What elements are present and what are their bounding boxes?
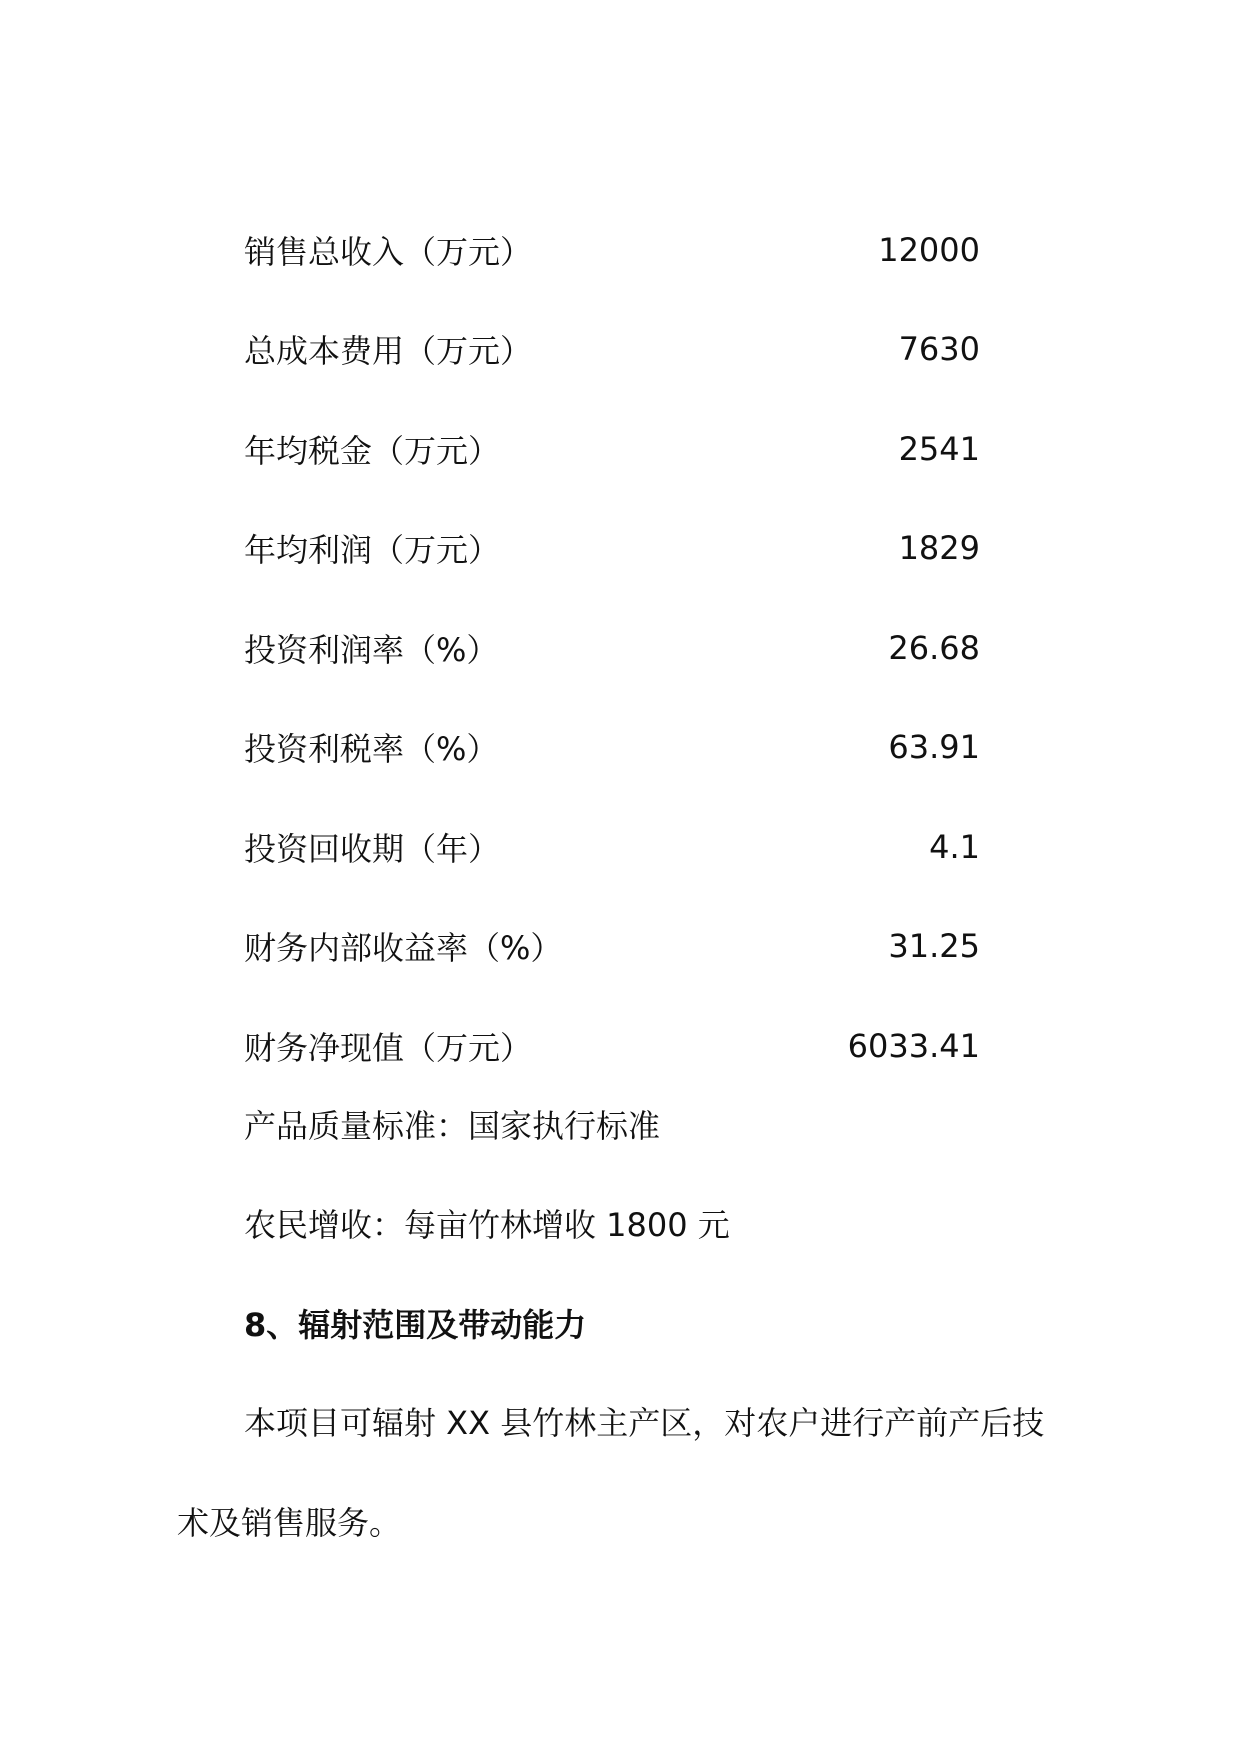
metric-row-npv: [244, 996, 980, 1096]
metric-value: 12000: [878, 230, 980, 269]
metric-value: 4.1: [929, 827, 980, 866]
metric-row-investment-profit-tax-rate: [244, 698, 980, 798]
metric-value: 63.91: [888, 728, 980, 767]
metric-label: 投资回收期（年）: [244, 829, 501, 868]
metric-value: 26.68: [888, 628, 980, 667]
section-heading: 8、辐射范围及带动能力: [244, 1306, 587, 1344]
metric-row-annual-profit: [244, 499, 980, 599]
metric-value: 6033.41: [847, 1026, 980, 1065]
farmer-income-text: 农民增收：每亩竹林增收 1800 元: [244, 1206, 730, 1244]
metric-row-total-cost: [244, 300, 980, 400]
metric-row-annual-tax: [244, 399, 980, 499]
metric-label: 总成本费用（万元）: [244, 332, 533, 371]
metric-label: 年均利润（万元）: [244, 531, 501, 570]
metric-label: 财务净现值（万元）: [244, 1028, 533, 1067]
metric-row-payback-period: [244, 797, 980, 897]
metric-label: 年均税金（万元）: [244, 431, 501, 470]
metric-value: 2541: [898, 429, 980, 468]
financial-metrics-list: [244, 200, 980, 1096]
paragraph-line-1: 本项目可辐射 XX 县竹林主产区，对农户进行产前产后技: [244, 1404, 1045, 1442]
metric-value: 7630: [898, 330, 980, 369]
paragraph-line-2: 术及销售服务。: [177, 1504, 402, 1542]
metric-label: 财务内部收益率（%）: [244, 929, 563, 968]
metric-value: 31.25: [888, 927, 980, 966]
metric-label: 投资利税率（%）: [244, 730, 499, 769]
metric-label: 销售总收入（万元）: [244, 232, 533, 271]
metric-row-irr: [244, 897, 980, 997]
metric-row-investment-profit-rate: [244, 598, 980, 698]
quality-standard-text: 产品质量标准：国家执行标准: [244, 1107, 661, 1145]
metric-row-sales-revenue: [244, 200, 980, 300]
metric-value: 1829: [898, 529, 980, 568]
metric-label: 投资利润率（%）: [244, 630, 499, 669]
